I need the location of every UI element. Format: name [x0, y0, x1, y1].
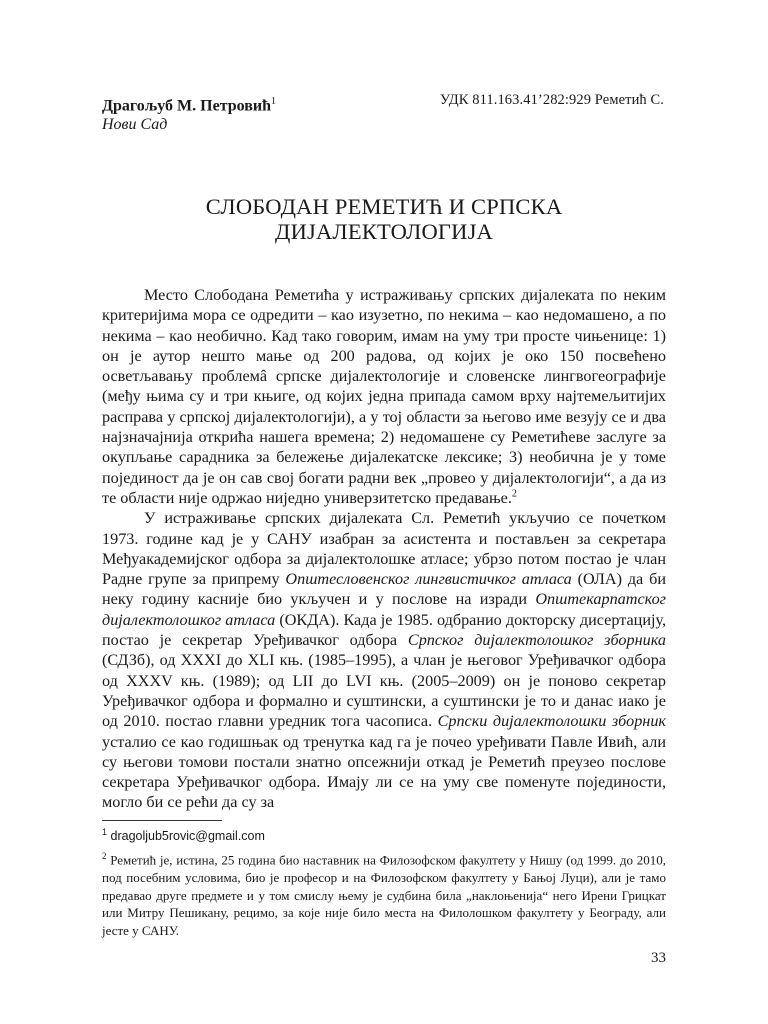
- paragraph-1-text: Место Слободана Реметића у истраживању српских дијалеката по неким критеријима мора се одредити – као изузетно, по некима – као недомашено, а по некима – као необично. Кад тако говорим, имам на уму три просте чињенице: 1) он је аутор нешто мање од 200 радова, од којих је око 150 посвећено осветљавању проблемâ српске дијалектологије и словенске лингвогеографије (међу њима су и три књиге, од којих једна припада самом врху најтемељитијих расправа у српској дијалектологији), а у тој области за његово име везују се и два најзначајнија открића нашега времена; 2) недомашене су Реметићеве заслуге за окупљање сарадника за бележење дијалекатске лексике; 3) необична је у томе појединост да је он сав свој богати радни век „провео у дијалектологији“, а да из те области није одржао ниједно универзитетско предавање.: [102, 286, 666, 507]
- footnote-2-text: Реметић је, истина, 25 година био наставник на Филозофском факултету у Нишу (од 1999. до 2010, под посебним условима, био је професор и на Филозофском факултету у Бањој Луци), али је тамо предавао друге предмете и у том смислу њему је судбина била „наклоњенија“ него Ирени Грицкат или Митру Пешикану, рецимо, за које није било места на Филолошком факултету у Београду, али јесте у САНУ.: [102, 852, 666, 938]
- paragraph-2-text-d: (СДЗб), од XXXI до XLI књ. (1985–1995), а члан је његовог Уређивачког одбора од XXXV књ. (1989); од LII до LVI књ. (2005–2009) он је поново секретар Уређивачког одбора и формално и суштински, а суштински је то и данас иако је од 2010. постао главни уредник тога часописа.: [102, 651, 666, 731]
- author-name-text: Драгољуб М. Петровић: [102, 97, 271, 115]
- footnote-1: [102, 824, 265, 844]
- author-city: Нови Сад: [102, 116, 168, 134]
- page-number: 33: [651, 950, 666, 966]
- ola-title: Општесловенског лингвистичког атласа: [285, 570, 572, 589]
- article-body: [102, 285, 666, 813]
- author-block: [102, 92, 276, 134]
- author-footnote-marker[interactable]: 1: [271, 96, 276, 107]
- paragraph-2-text-e: усталио се као годишњак од тренутка кад га је почео уређивати Павле Ивић, али су његови томови постали знатно опсежнији откад је Реметић преузео послове секретара Уређивачког одбора. Имају ли се на уму све поменуте појединости, могло би се рећи да су за: [102, 732, 666, 812]
- okda-title: Општекарпатског дијалектолошког атласа: [102, 590, 666, 629]
- paragraph-2-text-b: (ОЛА) да би неку годину касније био укључен и у послове на изради: [102, 570, 666, 609]
- author-name: [102, 92, 276, 115]
- sdzb-title-2: Српски дијалектолошки зборник: [437, 712, 666, 731]
- footnote-1-number: 1: [102, 827, 108, 837]
- sdzb-title: Српског дијалектолошког зборника: [407, 631, 666, 650]
- author-email[interactable]: dragoljub5rovic@gmail.com: [110, 829, 265, 844]
- paragraph-2-text-c: (ОКДА). Када је 1985. одбранио докторску дисертацију, постао је секретар Уређивачког одбора: [102, 610, 666, 650]
- footnote-2-number: 2: [102, 851, 107, 861]
- title-line-1: СЛОБОДАН РЕМЕТИЋ И СРПСКА: [205, 194, 563, 219]
- title-line-2: ДИЈАЛЕКТОЛОГИЈА: [275, 219, 493, 244]
- article-title: [102, 194, 666, 244]
- footnote-2-marker[interactable]: 2: [511, 488, 517, 500]
- footnote-divider: [102, 820, 222, 821]
- udk-classification: УДК 811.163.41’282:929 Реметић С.: [439, 92, 664, 108]
- paragraph-2-text-a: У истраживање српских дијалеката Сл. Реметић укључио се почетком 1973. године кад је у САНУ изабран за асистента и постављен за секретара Међуакадемијског одбора за дијалектолошке атласе; убрзо потом постао је члан Радне групе за припрему: [102, 509, 666, 589]
- paragraph-1: [102, 285, 666, 508]
- paragraph-2: [102, 508, 666, 812]
- footnote-2: [102, 848, 666, 939]
